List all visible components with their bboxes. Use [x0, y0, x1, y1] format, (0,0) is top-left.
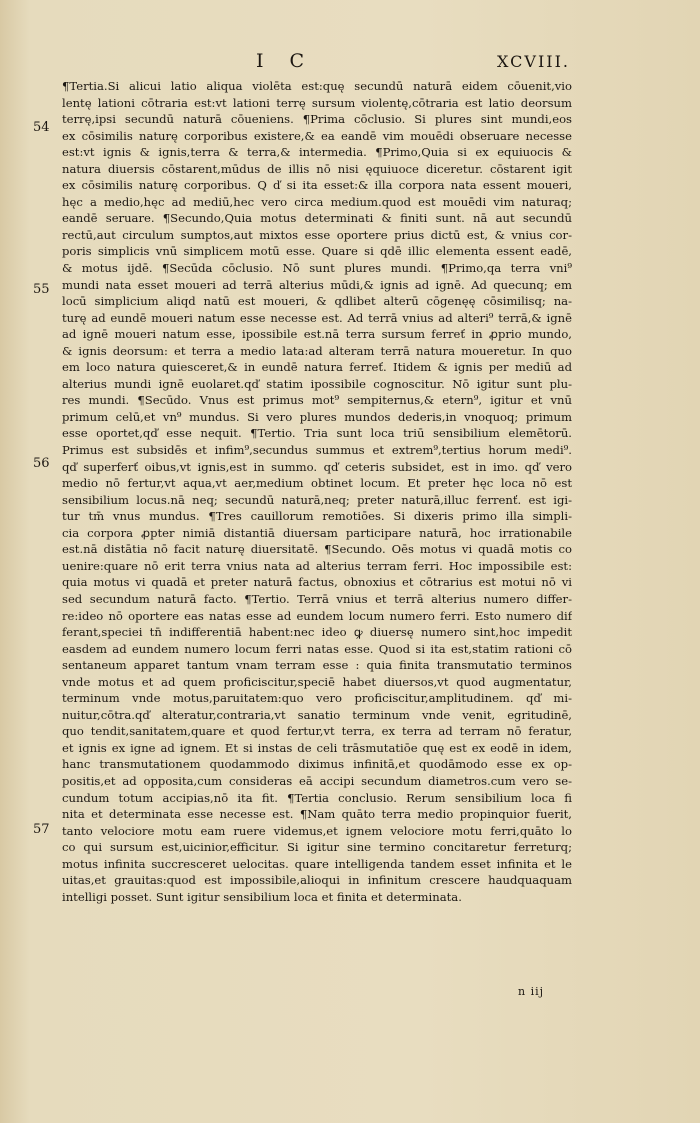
text-line: est:vt ignis & ignis,terra & terra,& intermedia. ¶Primo,Quia si ex equiuocis & [62, 145, 572, 160]
text-line: est.nā distātia nō facit naturę diuersitatē. ¶Secundo. Oēs motus vi quadā motis co [62, 542, 572, 557]
text-line: ex cōsimilis naturę corporibus. Q ď si ita esset:& illa corpora nata essent moueri, [62, 178, 572, 193]
text-line: esse oportet,qď esse nequit. ¶Tertio. Tria sunt loca triū sensibilium elemētorū. [62, 426, 572, 441]
text-line: nita et determinata esse necesse est. ¶Nam quāto terra medio propinquior fuerit, [62, 807, 572, 822]
text-line: uitas,et grauitas:quod est impossibile,alioqui in infinitum crescere haudquaquam [62, 873, 572, 888]
text-line: intelligi posset. Sunt igitur sensibilium loca et finita et determinata. [62, 889, 462, 904]
text-line: sed secundum naturā facto. ¶Tertio. Terrā vnius et terrā alterius numero differ- [62, 591, 572, 606]
text-line: quia motus vi quadā et preter naturā factus, obnoxius et cōtrarius est motui nō vi [62, 575, 572, 590]
text-line: motus infinita succresceret uelocitas. quare intelligenda tandem esset infinita et le [62, 856, 572, 871]
text-line: nuitur,cōtra.qď alteratur,contraria,vt sanatio terminum vnde venit, egritudinē, [62, 707, 572, 722]
text-line: medio nō fertur,vt aqua,vt aer,medium obtinet locum. Et preter hęc loca nō est [62, 476, 572, 491]
text-line: ad ignē moueri natum esse, ipossibile est.nā terra sursum ferreť in ꝓprio mundo, [62, 327, 572, 342]
margin-number: 56 [33, 456, 50, 471]
text-line: ferant,speciei tn̄ indifferentiā habent:nec ideo ꝙ diuersę numero sint,hoc impedit [62, 625, 572, 640]
text-line: poris simplicis vnū simplicem motū esse. Quare si qdē illic elementa essent eadē, [62, 244, 572, 259]
text-line: natura diuersis cōstarent,mūdus de illis nō nisi ęquiuoce diceretur. cōstarent igit [62, 161, 572, 176]
text-line: mundi nata esset moueri ad terrā alterius mūdi,& ignis ad ignē. Ad quecunq; em [62, 277, 572, 292]
text-line: & ignis deorsum: et terra a medio lata:ad alteram terrā natura moueretur. In quo [62, 343, 572, 358]
text-line: co qui sursum est,uicinior,efficitur. Si igitur sine termino concitaretur ferreturq; [62, 840, 572, 855]
text-line: ex cōsimilis naturę corporibus existere,& ea eandē vim mouēdi obseruare necesse [62, 128, 572, 143]
text-line: tur tm̄ vnus mundus. ¶Tres cauillorum remotiōes. Si dixeris primo illa simpli- [62, 509, 572, 524]
text-line: hęc a medio,hęc ad mediū,hec vero circa medium.quod est mouēdi vim naturaq; [62, 194, 572, 209]
margin-number: 54 [33, 120, 50, 135]
folio-number: XCVIII. [497, 52, 570, 71]
text-line: terminum vnde motus,paruitatem:quo vero proficiscitur,amplitudinem. qď mi- [62, 691, 572, 706]
text-line: easdem ad eundem numero locum ferri natas esse. Quod si ita est,statim rationi cō [62, 641, 572, 656]
text-line: sentaneum apparet tantum vnam terram esse : quia finita transmutatio terminos [62, 658, 572, 673]
text-line: cia corpora ꝓpter nimiā distantiā diuersam participare naturā, hoc irrationabile [62, 525, 572, 540]
text-line: quo tendit,sanitatem,quare et quod fertur,vt terra, ex terra ad terram nō feratur, [62, 724, 572, 739]
text-line: tanto velociore motu eam ruere videmus,et ignem velociore motu ferri,quāto lo [62, 823, 572, 838]
text-column [62, 78, 572, 905]
text-line: rectū,aut circulum sumptos,aut mixtos esse oportere prius dictū est, & vnius cor- [62, 227, 572, 242]
gathering-signature: n iij [518, 985, 545, 998]
text-line: re:ideo nō oportere eas natas esse ad eundem locum numero ferri. Esto numero dif [62, 608, 572, 623]
running-head: I C [256, 50, 315, 72]
text-line: qď superferť oibus,vt ignis,est in summo. qď ceteris subsidet, est in imo. qď vero [62, 459, 572, 474]
text-line: primum celū,et vn⁹ mundus. Si vero plures mundos dederis,in vnoquoq; primum [62, 409, 572, 424]
text-line: turę ad eundē moueri natum esse necesse est. Ad terrā vnius ad alteri⁹ terrā,& ignē [62, 310, 572, 325]
text-line: lentę lationi cōtraria est:vt lationi terrę sursum violentę,cōtraria est latio deorsum [62, 95, 572, 110]
text-line: positis,et ad opposita,cum consideras eā accipi secundum diametros.cum vero se- [62, 773, 572, 788]
page-header [0, 50, 700, 74]
margin-number: 55 [33, 282, 50, 297]
text-line: alterius mundi ignē euolaret.qď statim ipossibile cognoscitur. Nō igitur sunt plu- [62, 376, 572, 391]
text-line: eandē seruare. ¶Secundo,Quia motus determinati & finiti sunt. nā aut secundū [62, 211, 572, 226]
text-line: locū simplicium aliqd natū est moueri, & qdlibet alterū cōgenęę cōsimilisq; na- [62, 294, 572, 309]
text-line: em loco natura quiesceret,& in eundē natura ferreť. Itidem & ignis per mediū ad [62, 360, 572, 375]
text-line: res mundi. ¶Secūdo. Vnus est primus mot⁹ sempiternus,& etern⁹, igitur et vnū [62, 393, 572, 408]
text-line: ¶Tertia.Si alicui latio aliqua violēta est:quę secundū naturā eidem cōuenit,vio [62, 79, 572, 93]
text-line: Primus est subsidēs et infim⁹,secundus summus et extrem⁹,tertius horum medi⁹. [62, 443, 572, 458]
text-line: hanc transmutationem quodammodo diximus infinitā,et quodāmodo esse ex op- [62, 757, 572, 772]
text-line: terrę,ipsi secundū naturā cōueniens. ¶Prima cōclusio. Si plures sint mundi,eos [62, 112, 572, 127]
text-line: uenire:quare nō erit terra vnius nata ad alterius terram ferri. Hoc impossibile est: [62, 558, 572, 573]
text-line: vnde motus et ad quem proficiscitur,speciē habet diuersos,vt quod augmentatur, [62, 674, 572, 689]
text-line: sensibilium locus.nā neq; secundū naturā,neq; preter naturā,illuc ferrenť. est igi- [62, 492, 572, 507]
text-line: et ignis ex igne ad ignem. Et si instas de celi trāsmutatiōe quę est ex eodē in idem, [62, 740, 572, 755]
text-line: cundum totum accipias,nō ita fit. ¶Tertia conclusio. Rerum sensibilium loca fi [62, 790, 572, 805]
text-line: & motus ijdē. ¶Secūda cōclusio. Nō sunt plures mundi. ¶Primo,qa terra vni⁹ [62, 261, 572, 276]
margin-number: 57 [33, 822, 50, 837]
